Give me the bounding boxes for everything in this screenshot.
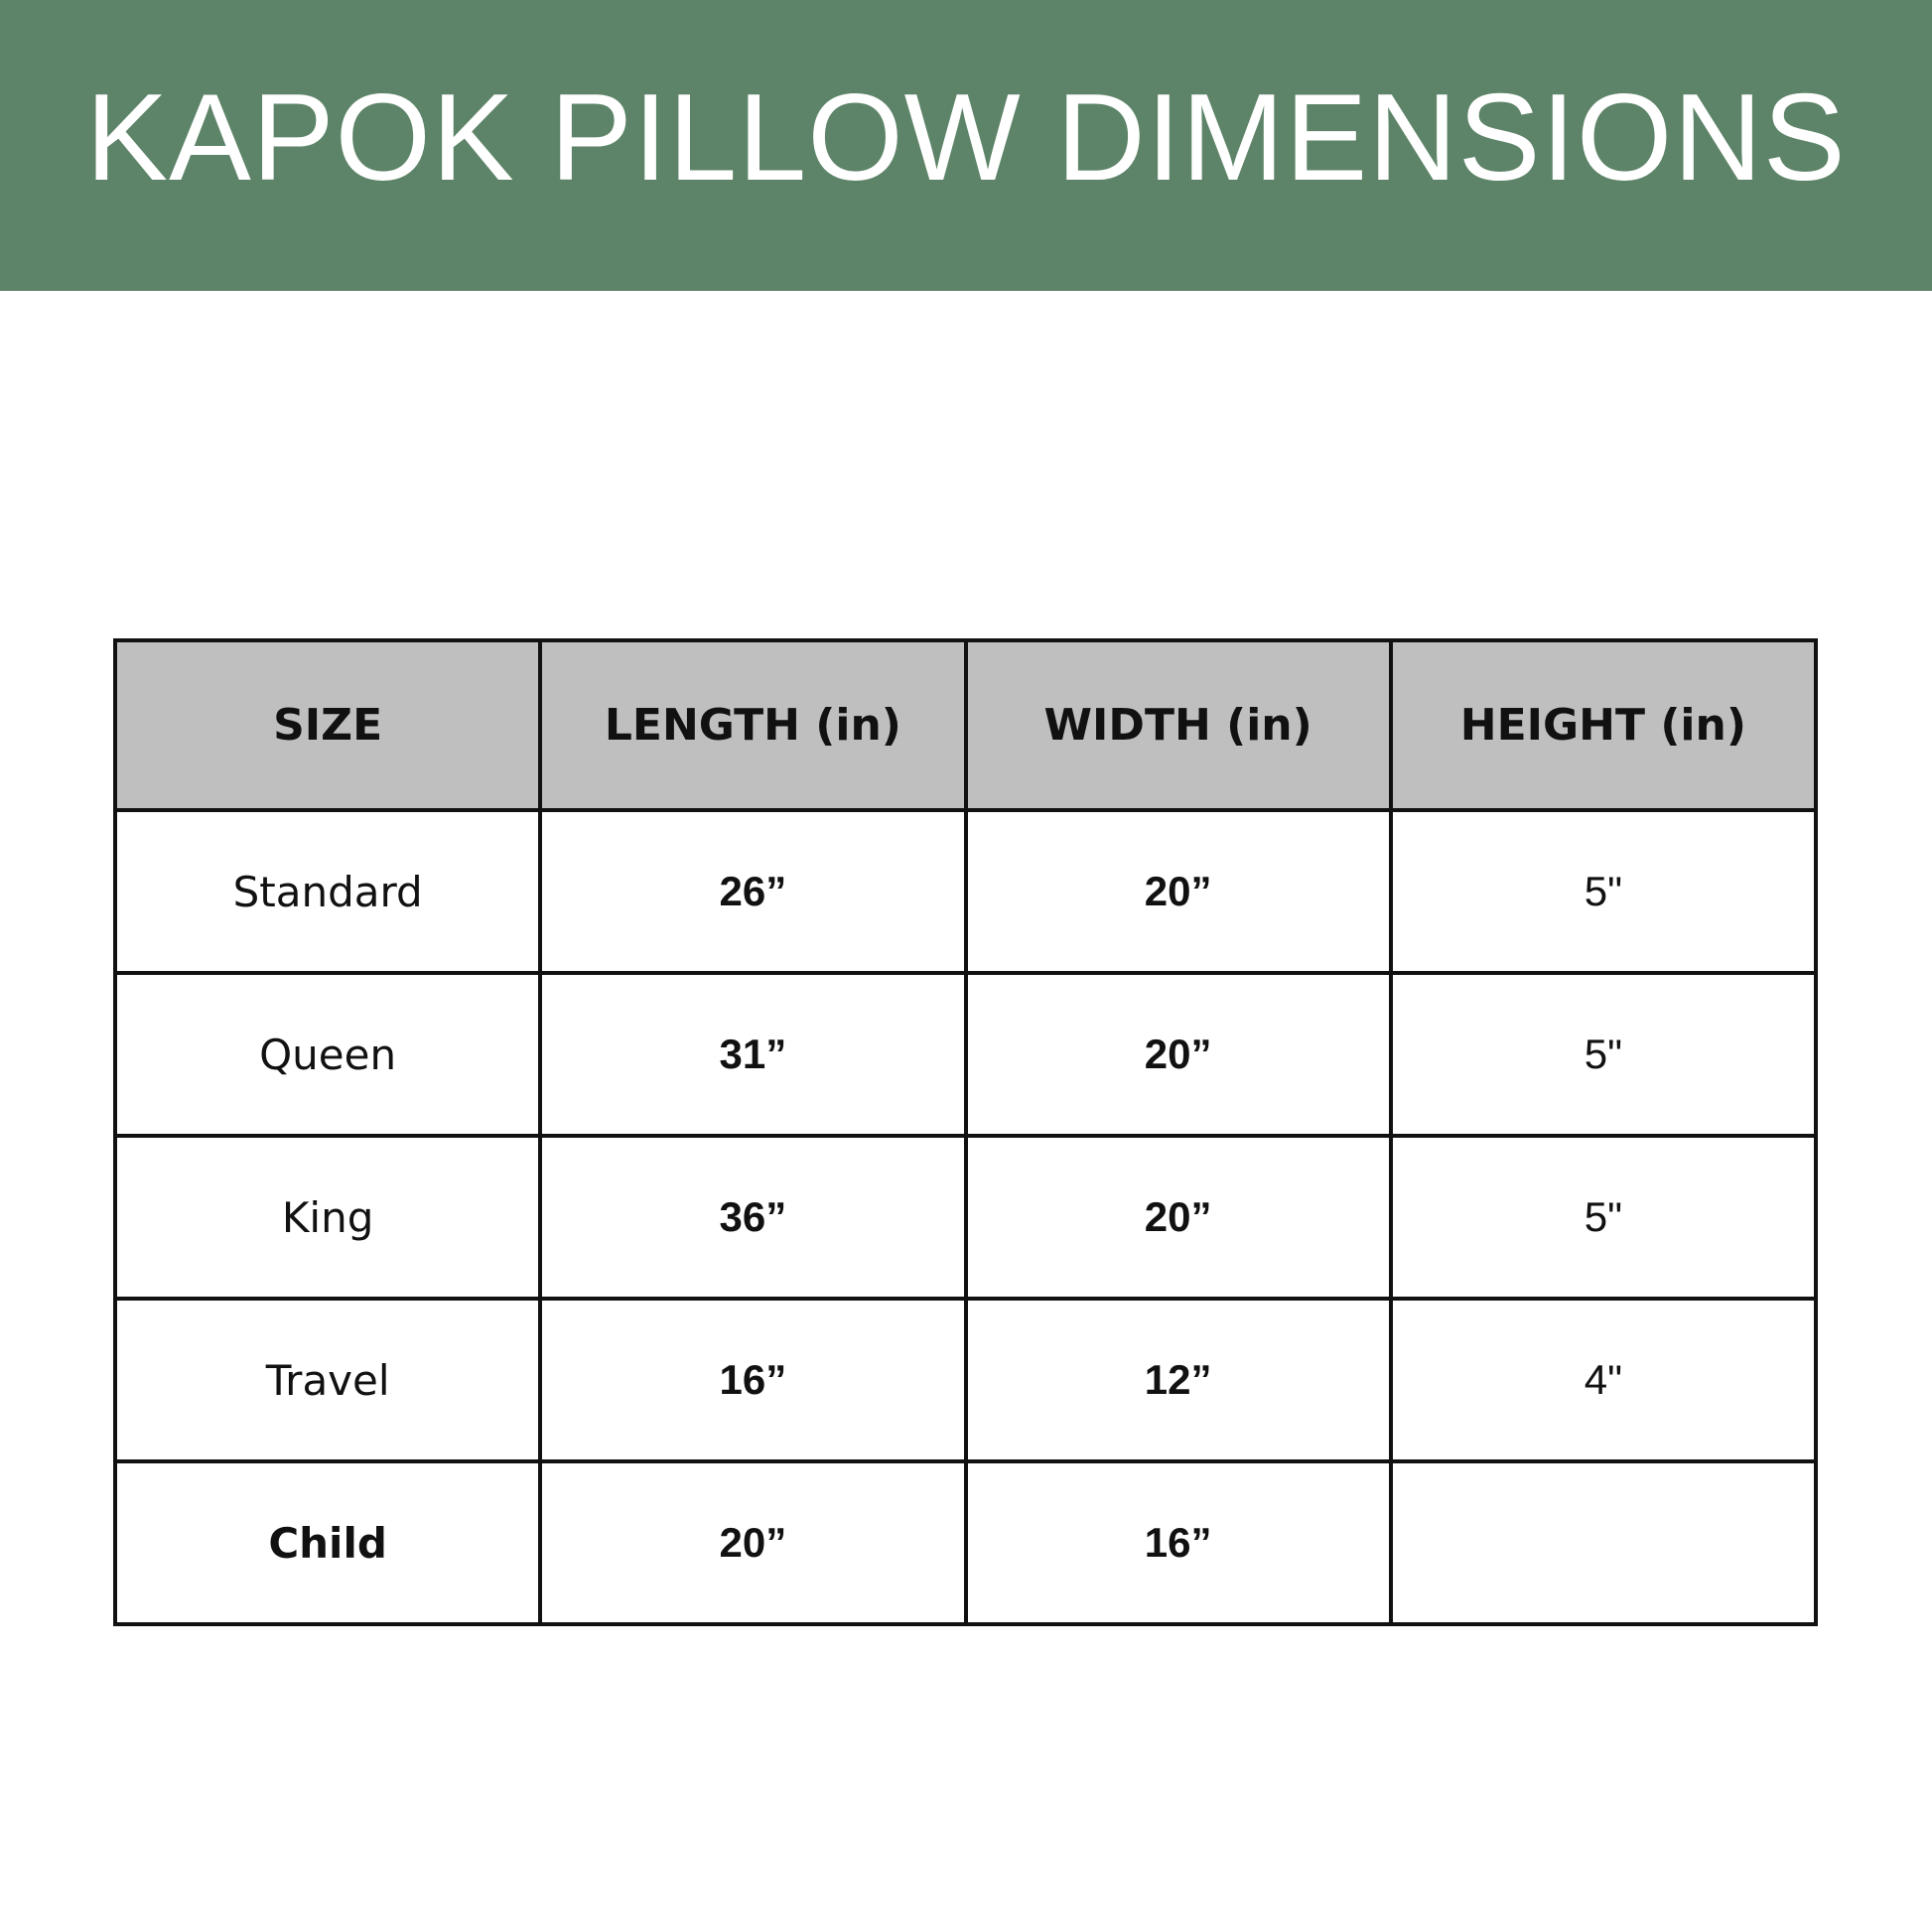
- width-cell: 20”: [966, 973, 1391, 1136]
- size-cell: Standard: [115, 810, 540, 973]
- length-cell: 16”: [540, 1299, 965, 1461]
- height-cell: 5": [1391, 1136, 1816, 1299]
- height-cell: [1391, 1461, 1816, 1624]
- table-row: [115, 1299, 1816, 1461]
- height-cell: 5": [1391, 810, 1816, 973]
- column-header-height: HEIGHT (in): [1391, 640, 1816, 810]
- length-cell: 26”: [540, 810, 965, 973]
- size-cell: Child: [115, 1461, 540, 1624]
- size-cell: Queen: [115, 973, 540, 1136]
- dimensions-table: [113, 638, 1818, 1626]
- size-cell: Travel: [115, 1299, 540, 1461]
- dimensions-table-container: [113, 638, 1818, 1618]
- length-cell: 36”: [540, 1136, 965, 1299]
- length-cell: 31”: [540, 973, 965, 1136]
- page-title: KAPOK PILLOW DIMENSIONS: [85, 69, 1847, 207]
- column-header-width: WIDTH (in): [966, 640, 1391, 810]
- length-cell: 20”: [540, 1461, 965, 1624]
- width-cell: 12”: [966, 1299, 1391, 1461]
- table-row: [115, 1136, 1816, 1299]
- table-row: [115, 810, 1816, 973]
- column-header-size: SIZE: [115, 640, 540, 810]
- width-cell: 20”: [966, 1136, 1391, 1299]
- height-cell: 5": [1391, 973, 1816, 1136]
- table-row: [115, 973, 1816, 1136]
- table-row: [115, 1461, 1816, 1624]
- width-cell: 16”: [966, 1461, 1391, 1624]
- width-cell: 20”: [966, 810, 1391, 973]
- table-header-row: [115, 640, 1816, 810]
- title-banner: [0, 0, 1932, 291]
- size-cell: King: [115, 1136, 540, 1299]
- height-cell: 4": [1391, 1299, 1816, 1461]
- column-header-length: LENGTH (in): [540, 640, 965, 810]
